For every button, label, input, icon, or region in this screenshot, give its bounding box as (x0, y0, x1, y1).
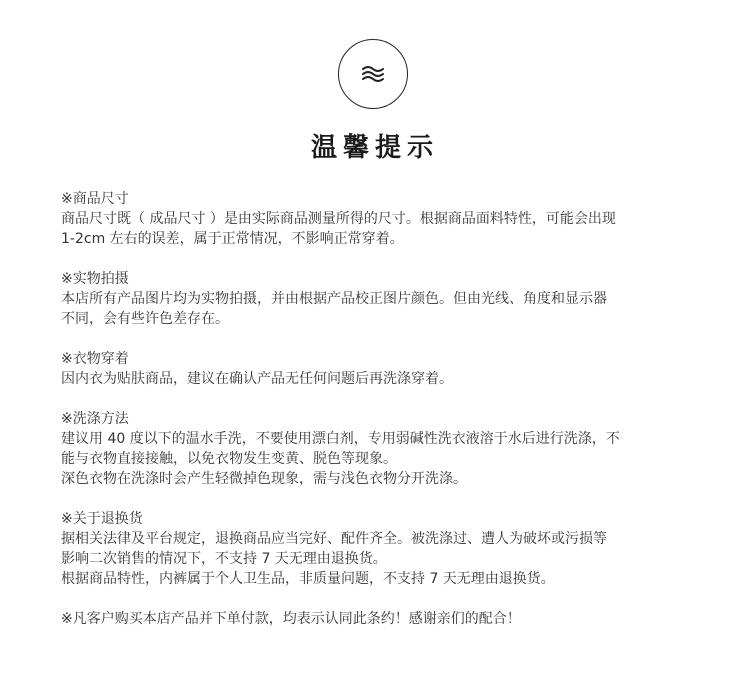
section-text-line: 因内衣为贴肤商品，建议在确认产品无任何问题后再洗涤穿着。 (61, 371, 453, 387)
section-text-line: 1-2cm 左右的误差，属于正常情况，不影响正常穿着。 (61, 231, 404, 247)
section-text-line: 不同，会有些许色差存在。 (61, 311, 229, 327)
section-text-line: 影响二次销售的情况下，不支持 7 天无理由退换货。 (61, 551, 387, 567)
section-text-line: 能与衣物直接接触，以免衣物发生变黄、脱色等现象。 (61, 451, 397, 467)
section-heading: ※衣物穿着 (61, 351, 129, 367)
section-text-line: 本店所有产品图片均为实物拍摄，并由根据产品校正图片颜色。但由光线、角度和显示器 (61, 291, 607, 307)
notice-content (61, 189, 693, 629)
section-washing (61, 409, 693, 489)
section-wearing (61, 349, 693, 389)
section-text-line: 根据商品特性，内裤属于个人卫生品，非质量问题，不支持 7 天无理由退换货。 (61, 571, 555, 587)
section-text-line: 商品尺寸既（ 成品尺寸 ）是由实际商品测量所得的尺寸。根据商品面料特性，可能会出现 (61, 211, 616, 227)
section-size (61, 189, 693, 249)
section-text-line: 深色衣物在洗涤时会产生轻微掉色现象，需与浅色衣物分开洗涤。 (61, 471, 467, 487)
logo-badge (338, 39, 408, 109)
section-returns (61, 509, 693, 589)
section-heading: ※关于退换货 (61, 511, 143, 527)
section-text-line: 建议用 40 度以下的温水手洗，不要使用漂白剂，专用弱碱性洗衣液溶于水后进行洗涤，不 (61, 431, 620, 447)
section-text-line: 据相关法律及平台规定，退换商品应当完好、配件齐全。被洗涤过、遭人为破坏或污损等 (61, 531, 607, 547)
section-photos (61, 269, 693, 329)
wave-lines-icon (361, 65, 385, 83)
closing-note: ※凡客户购买本店产品并下单付款，均表示认同此条约！感谢亲们的配合！ (61, 611, 521, 627)
section-heading: ※商品尺寸 (61, 191, 129, 207)
section-heading: ※洗涤方法 (61, 411, 129, 427)
section-heading: ※实物拍摄 (61, 271, 129, 287)
page-title: 温馨提示 (310, 133, 439, 163)
